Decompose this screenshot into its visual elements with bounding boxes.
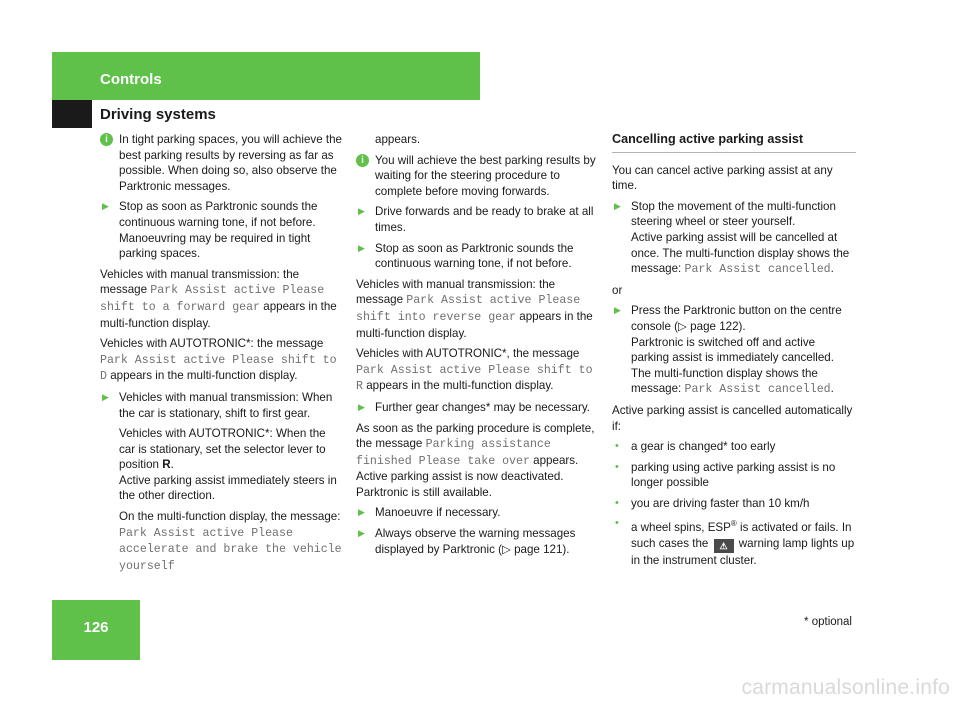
column-2 [356, 132, 600, 562]
display-message: Park Assist active Please shift to R [356, 363, 593, 394]
paragraph: You can cancel active parking assist at any time. [612, 163, 833, 193]
display-message: Park Assist active Please shift to a forward gear [100, 284, 325, 314]
instruction-step: ▶ Vehicles with manual transmission: When the car is stationary, shift to first gear. [102, 390, 333, 420]
paragraph: As soon as the parking procedure is complete, the message Parking assistance finished Please take over appears. Active parking assist is now deactivated. Parktronic is still available. [356, 421, 595, 499]
page-number: 126 [83, 619, 109, 636]
instruction-step: ▶ Stop the movement of the multi-function steering wheel or steer yourself. Active parking assist will be cancelled at once. The multi-function display shows the message: Park Assist cancelled. [614, 199, 850, 277]
arrow-right-icon: ▶ [102, 391, 109, 402]
arrow-right-icon: ▶ [614, 305, 621, 316]
display-message: Park Assist active Please shift to D [100, 353, 337, 384]
display-message: Park Assist active Please accelerate and brake the vehicle yourself [119, 526, 342, 573]
instruction-step: ▶ Further gear changes* may be necessary. [358, 400, 591, 414]
instruction-step: ▶ Stop as soon as Parktronic sounds the continuous warning tone, if not before. Manoeuvring may be required in tight parking spaces. [102, 200, 318, 261]
info-note: i In tight parking spaces, you will achieve the best parking results by reversing as far as possible. When doing so, also observe the Parktronic messages. [100, 132, 344, 194]
bullet-dot-icon: • [615, 496, 619, 509]
list-item: • a gear is changed* too early [615, 440, 776, 454]
chapter-title: Controls [100, 71, 162, 88]
instruction-step [356, 526, 600, 557]
esp-warning-lamp-icon: ⚠ [714, 539, 734, 553]
arrow-right-icon: ▶ [614, 200, 621, 211]
section-title: Driving systems [100, 106, 216, 123]
display-message: Park Assist active Please shift into reverse gear [356, 294, 581, 324]
optional-footnote: * optional [804, 616, 852, 628]
arrow-right-icon: ▶ [358, 206, 365, 217]
info-note: i You will achieve the best parking results by waiting for the steering procedure to complete before moving forwards. [356, 153, 600, 200]
arrow-right-icon: ▶ [358, 507, 365, 518]
display-message: Park Assist cancelled [684, 383, 831, 397]
paragraph: Vehicles with AUTOTRONIC*: the message Park Assist active Please shift to D appears in the multi-function display. [100, 337, 337, 384]
arrow-right-icon: ▶ [358, 528, 365, 539]
list-item: • parking using active parking assist is no longer possible [615, 460, 836, 490]
paragraph: or [612, 283, 623, 297]
paragraph: Vehicles with manual transmission: the message Park Assist active Please shift to a forward gear appears in the multi-function display. [100, 267, 337, 330]
arrow-right-icon: ▶ [358, 401, 365, 412]
step-continuation: appears. [375, 133, 421, 146]
bullet-dot-icon: • [615, 440, 619, 453]
display-message: Park Assist cancelled [684, 263, 831, 277]
instruction-step: ▶ Manoeuvre if necessary. [358, 506, 501, 520]
page-reference-text: Always observe the warning messages displayed by Parktronic (▷ page 121). [375, 527, 576, 556]
section-marker-bar [52, 100, 92, 128]
bullet-dot-icon: • [615, 517, 619, 530]
paragraph: Active parking assist is cancelled automatically if: [612, 403, 853, 433]
paragraph: Vehicles with AUTOTRONIC*, the message Park Assist active Please shift to R appears in the multi-function display. [356, 347, 593, 394]
step-continuation: Vehicles with AUTOTRONIC*: When the car is stationary, set the selector lever to position R. Active parking assist immediately steers in the other direction. [119, 427, 337, 503]
page-reference-text: Press the Parktronic button on the centre console (▷ page 122). [631, 304, 842, 333]
instruction-step: ▶ Drive forwards and be ready to brake at all times. [358, 205, 594, 234]
info-icon: i [100, 133, 113, 146]
column-1 [100, 132, 344, 579]
list-item: • a wheel spins, ESP® is activated or fails. In such cases the ⚠ warning lamp lights up in the instrument cluster. [615, 517, 855, 567]
arrow-right-icon: ▶ [102, 201, 109, 212]
instruction-step: ▶ Press the Parktronic button on the centre console (▷ page 122). Parktronic is switched off and active parking assist is immediately cancelled. The multi-function display shows the message: Park Assist cancelled. [612, 303, 856, 398]
bullet-dot-icon: • [615, 460, 619, 473]
display-message: Parking assistance finished Please take over [356, 438, 551, 468]
watermark: carmanualsonline.info [741, 676, 950, 699]
info-icon: i [356, 154, 369, 167]
column-3 [612, 132, 856, 574]
arrow-right-icon: ▶ [358, 242, 365, 253]
paragraph: Vehicles with manual transmission: the message Park Assist active Please shift into reverse gear appears in the multi-function display. [356, 277, 593, 340]
list-item: • you are driving faster than 10 km/h [615, 496, 810, 510]
step-continuation: On the multi-function display, the message: Park Assist active Please accelerate and brake the vehicle yourself [119, 510, 342, 573]
subsection-heading: Cancelling active parking assist [612, 132, 856, 153]
instruction-step: ▶ Stop as soon as Parktronic sounds the continuous warning tone, if not before. [358, 241, 574, 271]
